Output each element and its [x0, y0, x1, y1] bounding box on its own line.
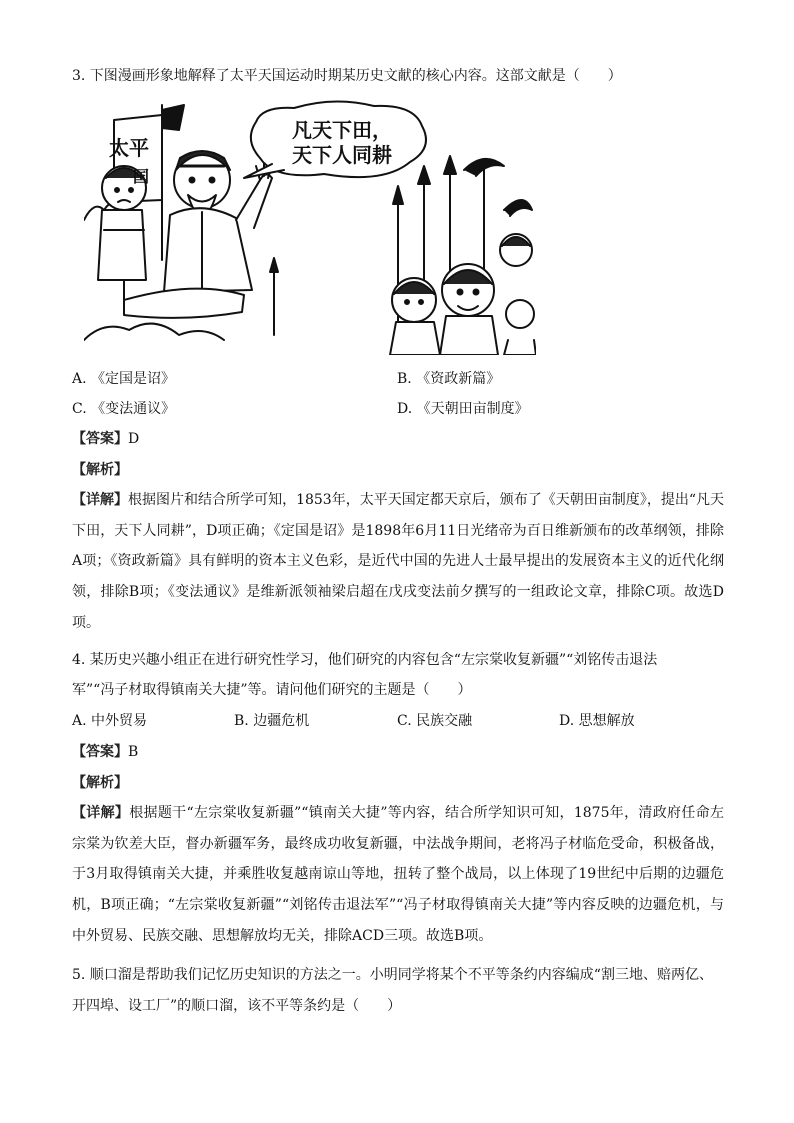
- cartoon-flag-text: 太平: [109, 136, 149, 160]
- q4-option-a: A. 中外贸易: [72, 713, 148, 729]
- q3-option-c: C. 《变法通议》: [72, 401, 176, 417]
- q3-answer-tag: 【答案】: [72, 431, 128, 447]
- cartoon-flag-text-2: 国: [132, 167, 150, 186]
- q4-detail-tag: 【详解】: [72, 805, 130, 821]
- q4-option-c: C. 民族交融: [397, 713, 473, 729]
- q3-cartoon-figure: [84, 100, 536, 355]
- q3-option-d: D. 《天朝田亩制度》: [397, 401, 529, 417]
- q4-answer-line: [72, 742, 138, 762]
- q4-detail: [72, 798, 724, 952]
- q5-stem-line-2: 开四埠、设工厂”的顺口溜，该不平等条约是（ ）: [72, 998, 402, 1014]
- q3-detail-tag: 【详解】: [72, 492, 129, 508]
- q4-option-d: D. 思想解放: [559, 713, 635, 729]
- q3-detail-text: 根据图片和结合所学可知，1853年，太平天国定都天京后，颁布了《天朝田亩制度》，提出“凡天下田，天下人同耕”，D项正确；《定国是诏》是1898年6月11日光绪帝为百日维新颁布的改革纲领，排除A项；《资政新篇》具有鲜明的资本主义色彩，是近代中国的先进人士最早提出的发展资本主义的近代化纲领，排除B项；《变法通议》是维新派领袖梁启超在戊戌变法前夕撰写的一组政论文章，排除C项。故选D项。: [72, 492, 725, 631]
- q3-option-a: A. 《定国是诏》: [72, 371, 176, 387]
- q4-stem-line-1: 4. 某历史兴趣小组正在进行研究性学习，他们研究的内容包含“左宗棠收复新疆”“刘铭传击退法: [72, 652, 658, 668]
- q3-answer-line: [72, 429, 139, 449]
- q3-stem: 3. 下图漫画形象地解释了太平天国运动时期某历史文献的核心内容。这部文献是（ ）: [72, 68, 622, 84]
- cartoon-bubble-line-1: 凡天下田，: [292, 118, 392, 142]
- q4-analysis-tag: 【解析】: [72, 775, 128, 791]
- cartoon-bubble-line-2: 天下人同耕: [292, 143, 392, 167]
- q4-detail-text: 根据题干“左宗棠收复新疆”“镇南关大捷”等内容，结合所学知识可知，1875年，清政府任命左宗棠为钦差大臣，督办新疆军务，最终成功收复新疆，中法战争期间，老将冯子材临危受命，积极备战，于3月取得镇南关大捷，并乘胜收复越南谅山等地，扭转了整个战局，以上体现了19世纪中后期的边疆危机，B项正确；“左宗棠收复新疆”“刘铭传击退法军”“冯子材取得镇南关大捷”等内容反映的边疆危机，与中外贸易、民族交融、思想解放均无关，排除ACD三项。故选B项。: [72, 805, 724, 944]
- q4-option-b: B. 边疆危机: [234, 713, 310, 729]
- q3-answer-value: D: [128, 431, 140, 447]
- q4-answer-value: B: [128, 744, 139, 760]
- q4-answer-tag: 【答案】: [72, 744, 128, 760]
- q3-analysis-tag: 【解析】: [72, 462, 128, 478]
- q3-option-b: B. 《资政新篇》: [397, 371, 501, 387]
- q4-stem-line-2: 军”“冯子材取得镇南关大捷”等。请问他们研究的主题是（ ）: [72, 682, 472, 698]
- q3-detail: [72, 485, 724, 639]
- q5-stem-line-1: 5. 顺口溜是帮助我们记忆历史知识的方法之一。小明同学将某个不平等条约内容编成“割三地、赔两亿、: [72, 967, 713, 983]
